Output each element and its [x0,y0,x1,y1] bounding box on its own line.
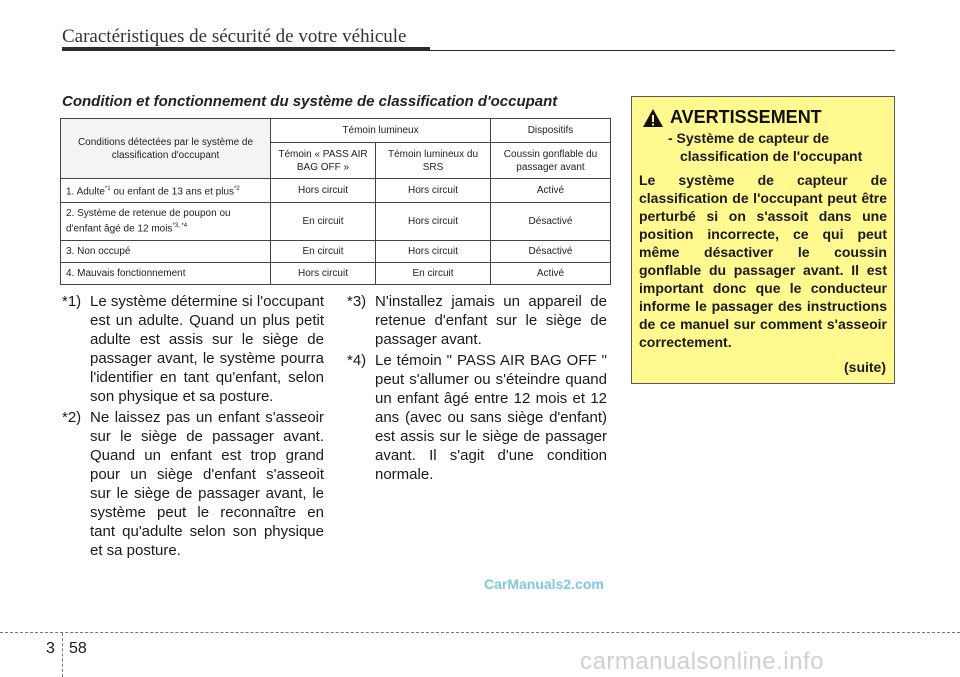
cell-pass-airbag: En circuit [271,203,376,241]
cell-pass-airbag: Hors circuit [271,263,376,285]
footnote [62,408,324,560]
cell-srs: Hors circuit [376,203,491,241]
notes-column-right [347,292,607,486]
warning-continued: (suite) [844,359,886,375]
cell-pass-airbag: Hors circuit [271,179,376,203]
row-condition: 3. Non occupé [61,241,271,263]
footnote-number: *1) [62,293,82,310]
header-pass-airbag-off: Témoin « PASS AIR BAG OFF » [271,143,376,179]
cell-pass-airbag: En circuit [271,241,376,263]
table-row [61,179,611,203]
header-rule-thick [62,47,430,51]
warning-body: Le système de capteur de classification de l'occupant peut être perturbé si on s'assoit dans une position incorrecte, ce qui peut même désactiver le coussin gonflable du passager avant. Il est important donc que le conducteur informe le passager des instructions de ce manuel sur comment s'asseoir correctement. [639,172,887,350]
cell-airbag: Activé [491,263,611,285]
cell-srs: Hors circuit [376,179,491,203]
page-header-title: Caractéristiques de sécurité de votre véhicule [62,26,407,47]
occupant-classification-table [60,118,611,285]
row-condition: 1. Adulte$^{*1}$ ou enfant de 13 ans et plus$^{*2}$ [61,179,271,203]
header-conditions: Conditions détectées par le système de classification d'occupant [61,119,271,179]
row-condition: 2. Système de retenue de poupon ou d'enfant âgé de 12 mois$^{*3, *4}$ [61,203,271,241]
footnote [62,292,324,406]
warning-header [642,107,822,128]
notes-column-left [62,292,324,562]
warning-title: AVERTISSEMENT [670,107,822,127]
footnote [347,292,607,349]
warning-triangle-icon [642,108,664,128]
table-row [61,241,611,263]
header-indicator: Témoin lumineux [271,119,491,143]
header-srs-indicator: Témoin lumineux du SRS [376,143,491,179]
header-front-airbag: Coussin gonflable du passager avant [491,143,611,179]
cell-airbag: Désactivé [491,203,611,241]
footnote-text: Ne laissez pas un enfant s'asseoir sur le siège de passager avant. Quand un enfant est trop grand pour un siège d'enfant s'asseoit sur le siège de passager avant, le système peut le reconnaître en tant qu'adulte selon son physique et sa posture. [90,409,324,559]
row-condition: 4. Mauvais fonctionnement [61,263,271,285]
table-row [61,263,611,285]
warning-subtitle: - Système de capteur de classification de l'occupant [668,130,863,164]
section-number: 3 [46,640,55,657]
footnote-text: Le système détermine si l'occupant est un adulte. Quand un plus petit adulte est assis sur le siège de passager avant, le système pourra l'identifier en tant qu'enfant, selon son physique et sa posture. [90,293,324,405]
footer-divider [0,632,960,633]
cell-airbag: Activé [491,179,611,203]
footnote [347,351,607,484]
header-devices: Dispositifs [491,119,611,143]
carmanuals-watermark: CarManuals2.com [484,576,604,592]
footer-page-separator [62,633,63,677]
site-watermark: carmanualsonline.info [580,648,824,675]
cell-airbag: Désactivé [491,241,611,263]
section-title: Condition et fonctionnement du système de classification d'occupant [62,93,558,110]
page-number: 58 [69,640,87,657]
header-rule-thin [430,50,895,51]
footnote-text: N'installez jamais un appareil de retenue d'enfant sur le siège de passager avant. [375,293,607,348]
cell-srs: Hors circuit [376,241,491,263]
cell-srs: En circuit [376,263,491,285]
table-row [61,203,611,241]
footnote-number: *3) [347,293,367,310]
footnote-text: Le témoin " PASS AIR BAG OFF " peut s'allumer ou s'éteindre quand un enfant âgé entre 12 mois et 12 ans (avec ou sans siège d'enfant) est assis sur le siège de passager avant. Il s'agit d'une condition normale. [375,352,607,483]
warning-box [631,96,895,384]
footnote-number: *4) [347,352,367,369]
footnote-number: *2) [62,409,82,426]
